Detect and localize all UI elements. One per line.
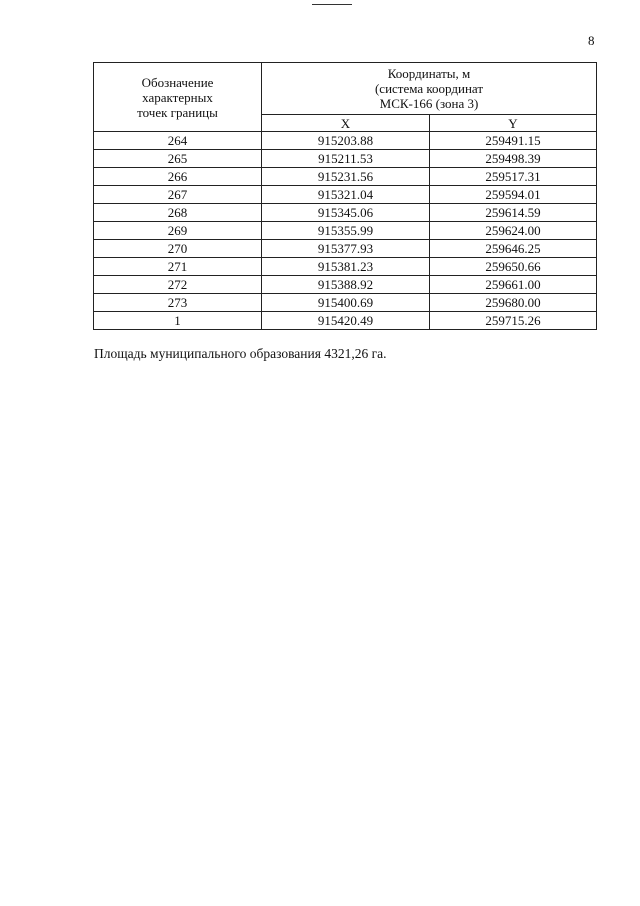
cell-point: 271 <box>94 258 262 276</box>
cell-x: 915355.99 <box>262 222 430 240</box>
cell-y: 259646.25 <box>430 240 597 258</box>
cell-x: 915203.88 <box>262 132 430 150</box>
header-coordinates: Координаты, м (система координат МСК-166 (зона 3) <box>262 63 597 115</box>
cell-point: 269 <box>94 222 262 240</box>
coordinates-table <box>93 62 597 330</box>
cell-point: 266 <box>94 168 262 186</box>
cell-point: 1 <box>94 312 262 330</box>
page-number: 8 <box>588 33 595 48</box>
top-rule <box>312 4 352 5</box>
cell-y: 259624.00 <box>430 222 597 240</box>
table-row <box>94 294 597 312</box>
cell-y: 259680.00 <box>430 294 597 312</box>
cell-x: 915388.92 <box>262 276 430 294</box>
header-y: Y <box>430 115 597 132</box>
cell-x: 915400.69 <box>262 294 430 312</box>
cell-y: 259491.15 <box>430 132 597 150</box>
cell-x: 915345.06 <box>262 204 430 222</box>
table-row <box>94 258 597 276</box>
table-row <box>94 222 597 240</box>
cell-y: 259715.26 <box>430 312 597 330</box>
cell-x: 915420.49 <box>262 312 430 330</box>
cell-point: 268 <box>94 204 262 222</box>
table-body <box>94 132 597 330</box>
cell-x: 915231.56 <box>262 168 430 186</box>
cell-point: 264 <box>94 132 262 150</box>
cell-point: 267 <box>94 186 262 204</box>
header-point-designation: Обозначение характерных точек границы <box>94 63 262 132</box>
table-row <box>94 132 597 150</box>
table-row <box>94 240 597 258</box>
cell-x: 915377.93 <box>262 240 430 258</box>
table-row <box>94 204 597 222</box>
cell-point: 272 <box>94 276 262 294</box>
table-row <box>94 150 597 168</box>
cell-y: 259498.39 <box>430 150 597 168</box>
cell-point: 273 <box>94 294 262 312</box>
cell-y: 259594.01 <box>430 186 597 204</box>
table-row <box>94 186 597 204</box>
cell-y: 259614.59 <box>430 204 597 222</box>
table-row <box>94 312 597 330</box>
cell-y: 259650.66 <box>430 258 597 276</box>
cell-y: 259661.00 <box>430 276 597 294</box>
cell-x: 915211.53 <box>262 150 430 168</box>
cell-point: 270 <box>94 240 262 258</box>
table-row <box>94 276 597 294</box>
area-note: Площадь муниципального образования 4321,26 га. <box>94 346 387 361</box>
cell-y: 259517.31 <box>430 168 597 186</box>
header-x: X <box>262 115 430 132</box>
cell-x: 915381.23 <box>262 258 430 276</box>
cell-x: 915321.04 <box>262 186 430 204</box>
cell-point: 265 <box>94 150 262 168</box>
table-row <box>94 168 597 186</box>
